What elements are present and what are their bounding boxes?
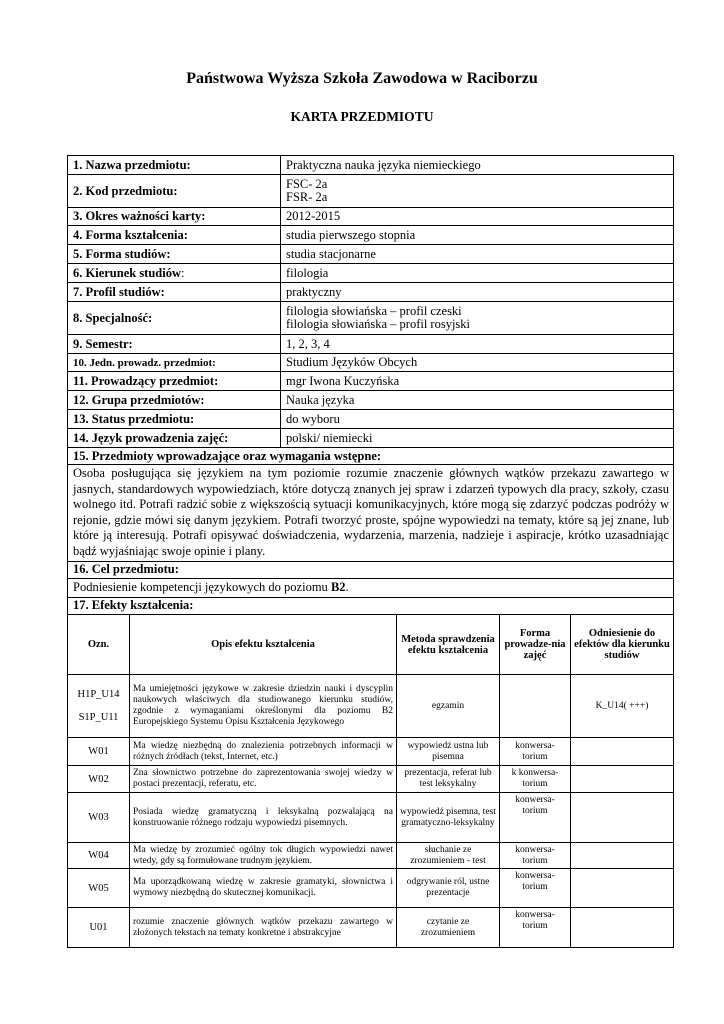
info-label: 11. Prowadzący przedmiot: — [68, 372, 281, 391]
col-header-code: Ozn. — [68, 615, 130, 675]
outcome-method: wypowiedź ustna lub pisemna — [397, 738, 500, 766]
outcome-description: Ma wiedzę by zrozumieć ogólny tok długich wypowiedzi nawet wtedy, gdy są formułowane trudnym językiem. — [130, 843, 397, 869]
col-header-form: Forma prowadze-nia zajęć — [500, 615, 571, 675]
course-info-table — [67, 155, 674, 615]
outcome-row — [68, 908, 674, 948]
learning-outcomes-table — [67, 614, 674, 948]
col-header-reference: Odniesienie do efektów dla kierunku studiów — [571, 615, 674, 675]
outcome-code: W03 — [68, 793, 130, 843]
outcome-method: czytanie ze zrozumieniem — [397, 908, 500, 948]
section-16-body-row — [68, 578, 674, 597]
outcome-code — [68, 675, 130, 738]
info-row — [68, 175, 674, 208]
outcome-reference — [571, 793, 674, 843]
section-16-heading: 16. Cel przedmiotu: — [68, 561, 674, 578]
outcome-description: rozumie znaczenie głównych wątków przekazu zawartego w złożonych tekstach na tematy konkretne i abstrakcyjne — [130, 908, 397, 948]
outcome-form: k konwersa-torium — [500, 766, 571, 793]
info-value: 2012-2015 — [281, 208, 674, 226]
outcome-row — [68, 869, 674, 908]
section-16-text-after: . — [345, 580, 349, 595]
school-name: Państwowa Wyższa Szkoła Zawodowa w Raciborzu — [186, 70, 538, 87]
info-value: Nauka języka — [281, 391, 674, 410]
outcome-code: W05 — [68, 869, 130, 908]
info-row — [68, 226, 674, 245]
outcome-method: odgrywanie ról, ustne prezentacje — [397, 869, 500, 908]
outcome-method: egzamin — [397, 675, 500, 738]
outcome-code: W04 — [68, 843, 130, 869]
section-16-level: B2 — [330, 580, 346, 595]
info-label: 1. Nazwa przedmiotu: — [68, 156, 281, 175]
info-row — [68, 429, 674, 448]
outcome-reference — [571, 869, 674, 908]
outcome-reference: K_U14( +++) — [571, 675, 674, 738]
info-row — [68, 302, 674, 335]
section-16-text — [68, 578, 674, 597]
section-15-heading-row — [68, 448, 674, 465]
info-label: 3. Okres ważności karty: — [68, 208, 281, 226]
info-row — [68, 208, 674, 226]
outcome-row — [68, 738, 674, 766]
outcome-row — [68, 766, 674, 793]
document-title: KARTA PRZEDMIOTU — [290, 109, 434, 124]
outcome-row — [68, 793, 674, 843]
section-17-heading: 17. Efekty kształcenia: — [68, 597, 674, 614]
outcome-form: konwersa-torium — [500, 869, 571, 908]
info-row — [68, 335, 674, 354]
section-17-heading-row — [68, 597, 674, 614]
outcome-code: W02 — [68, 766, 130, 793]
info-label-colon: : — [181, 265, 185, 280]
info-label: 13. Status przedmiotu: — [68, 410, 281, 429]
info-value: filologia — [281, 264, 674, 283]
outcome-form: konwersa-torium — [500, 908, 571, 948]
outcome-code: U01 — [68, 908, 130, 948]
info-row — [68, 245, 674, 264]
section-16-text-before: Podniesienie kompetencji językowych do poziomu — [73, 580, 331, 595]
info-value-line: filologia słowiańska – profil czeski — [286, 304, 462, 318]
info-value: polski/ niemiecki — [281, 429, 674, 448]
info-value: 1, 2, 3, 4 — [281, 335, 674, 354]
outcome-reference — [571, 766, 674, 793]
info-value — [281, 175, 674, 208]
outcome-reference — [571, 908, 674, 948]
info-label: 2. Kod przedmiotu: — [68, 175, 281, 208]
info-row — [68, 354, 674, 372]
section-15-text: Osoba posługująca się językiem na tym poziomie rozumie znaczenie głównych wątków przekazu zawartego w jasnych, standardowych wypowiedziach, które dotyczą znanych jej spraw i zdarzeń typowych dla pracy, szkoły, czasu wolnego itd. Potrafi radzić sobie z większością sytuacji komunikacyjnych, które mogą się zdarzyć podczas podróży w rejonie, gdzie mówi się danym językiem. Potrafi tworzyć proste, spójne wypowiedzi na tematy, które są jej znane, lub które ją interesują. Potrafi opisywać doświadczenia, wydarzenia, marzenia, nadzieje i aspiracje, krótko uzasadniając bądź wyjaśniając swoje opinie i plany. — [68, 465, 674, 562]
info-row — [68, 391, 674, 410]
outcome-description: Ma wiedzę niezbędną do znalezienia potrzebnych informacji w różnych źródłach (tekst, Internet, etc.) — [130, 738, 397, 766]
info-label: 8. Specjalność: — [68, 302, 281, 335]
outcome-description: Posiada wiedzę gramatyczną i leksykalną pozwalającą na konstruowanie różnego rodzaju wypowiedzi pisemnych. — [130, 793, 397, 843]
outcome-method: wypowiedź pisemna, test gramatyczno-leksykalny — [397, 793, 500, 843]
outcome-row — [68, 843, 674, 869]
col-header-method: Metoda sprawdzenia efektu kształcenia — [397, 615, 500, 675]
info-label: 7. Profil studiów: — [68, 283, 281, 302]
outcome-code-line: H1P_U14 — [77, 689, 120, 700]
info-label: 5. Forma studiów: — [68, 245, 281, 264]
info-label — [68, 264, 281, 283]
info-value: mgr Iwona Kuczyńska — [281, 372, 674, 391]
info-value: do wyboru — [281, 410, 674, 429]
info-label: 14. Język prowadzenia zajęć: — [68, 429, 281, 448]
outcome-code: W01 — [68, 738, 130, 766]
outcome-form: konwersa-torium — [500, 843, 571, 869]
outcome-row — [68, 675, 674, 738]
info-row — [68, 372, 674, 391]
outcome-description: Ma umiejętności językowe w zakresie dziedzin nauki i dyscyplin naukowych właściwych dla studiowanego kierunku studiów, zgodnie z wymaganiami określonymi dla poziomu B2 Europejskiego Systemu Opisu Kształcenia Językowego — [130, 675, 397, 738]
info-row — [68, 264, 674, 283]
info-row — [68, 410, 674, 429]
info-value-line: FSC- 2a — [286, 177, 328, 191]
info-value-line: FSR- 2a — [286, 190, 328, 204]
info-label: 12. Grupa przedmiotów: — [68, 391, 281, 410]
outcome-method: prezentacja, referat lub test leksykalny — [397, 766, 500, 793]
outcome-reference — [571, 738, 674, 766]
outcome-description: Zna słownictwo potrzebne do zaprezentowania swojej wiedzy w postaci prezentacji, referatu, etc. — [130, 766, 397, 793]
outcome-form: konwersa-torium — [500, 738, 571, 766]
info-row — [68, 283, 674, 302]
info-value: praktyczny — [281, 283, 674, 302]
outcomes-header-row — [68, 615, 674, 675]
section-15-body-row — [68, 465, 674, 562]
outcome-method: słuchanie ze zrozumieniem - test — [397, 843, 500, 869]
col-header-description: Opis efektu kształcenia — [130, 615, 397, 675]
section-16-heading-row — [68, 561, 674, 578]
outcome-form — [500, 675, 571, 738]
info-value — [281, 302, 674, 335]
outcome-description: Ma uporządkowaną wiedzę w zakresie gramatyki, słownictwa i wymowy niezbędną do skutecznej komunikacji. — [130, 869, 397, 908]
info-value-line: filologia słowiańska – profil rosyjski — [286, 317, 471, 331]
info-value: Praktyczna nauka języka niemieckiego — [281, 156, 674, 175]
outcome-form: konwersa-torium — [500, 793, 571, 843]
info-label: 10. Jedn. prowadz. przedmiot: — [68, 354, 281, 372]
info-row — [68, 156, 674, 175]
section-15-heading: 15. Przedmioty wprowadzające oraz wymagania wstępne: — [68, 448, 674, 465]
info-label: 9. Semestr: — [68, 335, 281, 354]
info-value: studia pierwszego stopnia — [281, 226, 674, 245]
info-value: studia stacjonarne — [281, 245, 674, 264]
outcome-reference — [571, 843, 674, 869]
outcome-code-line: S1P_U11 — [78, 712, 119, 723]
info-label-text: 6. Kierunek studiów — [73, 265, 182, 280]
info-value: Studium Języków Obcych — [281, 354, 674, 372]
info-label: 4. Forma kształcenia: — [68, 226, 281, 245]
